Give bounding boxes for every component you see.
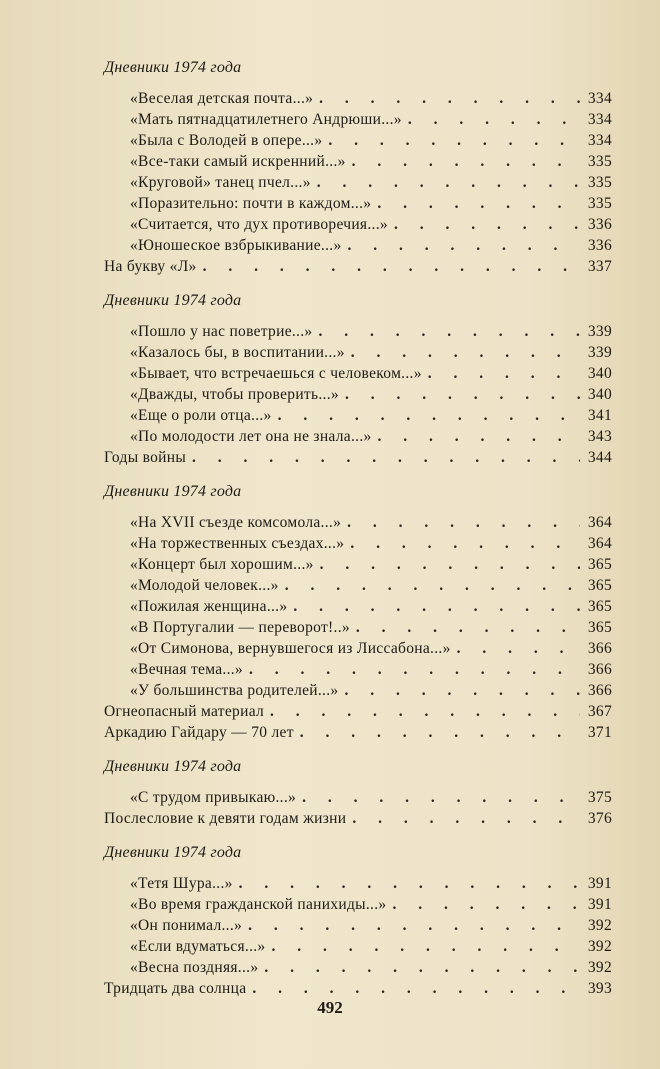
entry-title: «Если вдуматься...» [130,938,266,955]
entry-title: «Мать пятнадцатилетнего Андрюши...» [130,111,402,128]
dot-leader [248,915,580,936]
entry-title: «Поразительно: почти в каждом...» [130,195,372,212]
dot-leader [408,109,580,130]
entry-title: Огнеопасный материал [104,703,265,720]
dot-leader [270,701,580,722]
entry-page-number: 392 [587,938,612,955]
dot-leader [249,659,580,680]
dot-leader [428,363,580,384]
entry-page-number: 344 [587,449,612,466]
entry-page-number: 335 [587,174,612,191]
entry-page-number: 336 [587,237,612,254]
dot-leader [192,447,580,468]
entry-title: «Круговой» танец пчел...» [130,174,311,191]
toc-section [104,841,612,999]
entry-page-number: 366 [587,640,612,657]
toc-section [104,56,612,277]
toc-entry [104,554,612,575]
entry-page-number: 337 [587,258,612,275]
toc-chapter-entry [104,808,612,829]
entry-title: «На торжественных съездах...» [130,535,345,552]
entry-page-number: 392 [587,959,612,976]
toc-entry [104,214,612,235]
entry-page-number: 340 [587,386,612,403]
entry-title: «В Португалии — переворот!..» [130,619,350,636]
dot-leader [300,722,580,743]
toc-entry [104,235,612,256]
entry-title: «Весна поздняя...» [130,959,259,976]
dot-leader [352,151,580,172]
entry-title: «Пожилая женщина...» [130,598,288,615]
entry-title: На букву «Л» [104,258,197,275]
entry-page-number: 392 [587,917,612,934]
dot-leader [319,88,580,109]
toc-entry [104,533,612,554]
toc-entry [104,915,612,936]
entry-page-number: 340 [587,365,612,382]
page-number: 492 [317,998,343,1017]
toc-section [104,289,612,468]
entry-title: «Казалось бы, в воспитании...» [130,344,345,361]
toc-entry [104,321,612,342]
dot-leader [278,405,580,426]
dot-leader [264,957,580,978]
dot-leader [293,596,580,617]
entry-page-number: 364 [587,514,612,531]
toc-entry [104,680,612,701]
dot-leader [328,130,580,151]
toc-entry [104,193,612,214]
entry-title: «Он понимал...» [130,917,243,934]
dot-leader [394,214,580,235]
entry-title: «Во время гражданской панихиды...» [130,896,387,913]
entry-page-number: 341 [587,407,612,424]
entry-page-number: 336 [587,216,612,233]
entry-title: «Все-таки самый искренний...» [130,153,346,170]
entry-page-number: 339 [587,344,612,361]
toc-entry [104,638,612,659]
section-heading: Дневники 1974 года [104,59,242,76]
dot-leader [345,384,580,405]
entry-page-number: 365 [587,556,612,573]
entry-title: Тридцать два солнца [104,980,247,997]
section-heading: Дневники 1974 года [104,844,242,861]
toc-entry [104,617,612,638]
entry-page-number: 335 [587,153,612,170]
dot-leader [457,638,580,659]
dot-leader [347,512,580,533]
toc-entry [104,130,612,151]
entry-title: «Веселая детская почта...» [130,90,314,107]
dot-leader [348,235,581,256]
entry-title: «На XVII съезде комсомола...» [130,514,342,531]
entry-page-number: 393 [587,980,612,997]
toc-chapter-entry [104,701,612,722]
toc-section [104,755,612,829]
toc-chapter-entry [104,447,612,468]
dot-leader [203,256,580,277]
entry-page-number: 371 [587,724,612,741]
dot-leader [285,575,580,596]
toc-entry [104,596,612,617]
entry-title: Аркадию Гайдару — 70 лет [104,724,294,741]
dot-leader [350,533,580,554]
entry-title: «Концерт был хорошим...» [130,556,314,573]
entry-page-number: 334 [587,111,612,128]
toc-entry [104,151,612,172]
entry-title: «Пошло у нас поветрие...» [130,323,313,340]
dot-leader [252,978,580,999]
entry-title: «По молодости лет она не знала...» [130,428,372,445]
toc-entry [104,109,612,130]
entry-title: «Еще о роли отца...» [130,407,272,424]
toc-entry [104,575,612,596]
dot-leader [378,426,580,447]
entry-title: «Вечная тема...» [130,661,243,678]
toc-entry [104,957,612,978]
dot-leader [377,193,580,214]
entry-title: «Бывает, что встречаешься с человеком...» [130,365,422,382]
dot-leader [239,873,580,894]
entry-title: Послесловие к девяти годам жизни [104,810,347,827]
dot-leader [271,936,580,957]
toc-section [104,480,612,743]
entry-page-number: 343 [587,428,612,445]
toc-chapter-entry [104,722,612,743]
toc-entry [104,88,612,109]
toc-entry [104,426,612,447]
entry-page-number: 365 [587,577,612,594]
entry-page-number: 334 [587,90,612,107]
entry-title: «Молодой человек...» [130,577,279,594]
entry-page-number: 334 [587,132,612,149]
toc-entry [104,512,612,533]
dot-leader [302,787,580,808]
dot-leader [320,554,580,575]
entry-page-number: 367 [587,703,612,720]
dot-leader [318,321,580,342]
entry-page-number: 339 [587,323,612,340]
dot-leader [392,894,580,915]
entry-title: «Тетя Шура...» [130,875,233,892]
toc-entry [104,342,612,363]
dot-leader [344,680,580,701]
entry-page-number: 391 [587,896,612,913]
toc-chapter-entry [104,256,612,277]
toc-entry [104,659,612,680]
toc-entry [104,172,612,193]
table-of-contents [104,56,612,999]
dot-leader [352,808,580,829]
entry-title: «Считается, что дух противоречия...» [130,216,388,233]
toc-entry [104,787,612,808]
toc-entry [104,405,612,426]
toc-entry [104,873,612,894]
entry-title: «Была с Володей в опере...» [130,132,323,149]
entry-title: «Дважды, чтобы проверить...» [130,386,339,403]
entry-page-number: 366 [587,682,612,699]
toc-entry [104,936,612,957]
entry-title: «От Симонова, вернувшегося из Лиссабона...» [130,640,451,657]
entry-page-number: 365 [587,598,612,615]
toc-entry [104,894,612,915]
section-heading: Дневники 1974 года [104,292,242,309]
dot-leader [356,617,580,638]
toc-entry [104,363,612,384]
entry-page-number: 375 [587,789,612,806]
dot-leader [317,172,580,193]
entry-page-number: 364 [587,535,612,552]
entry-page-number: 366 [587,661,612,678]
entry-title: «Юношеское взбрыкивание...» [130,237,342,254]
entry-page-number: 391 [587,875,612,892]
toc-entry [104,384,612,405]
entry-title: Годы войны [104,449,187,466]
entry-page-number: 365 [587,619,612,636]
entry-title: «С трудом привыкаю...» [130,789,297,806]
toc-chapter-entry [104,978,612,999]
section-heading: Дневники 1974 года [104,483,242,500]
entry-title: «У большинства родителей...» [130,682,339,699]
section-heading: Дневники 1974 года [104,758,242,775]
dot-leader [351,342,580,363]
entry-page-number: 376 [587,810,612,827]
entry-page-number: 335 [587,195,612,212]
